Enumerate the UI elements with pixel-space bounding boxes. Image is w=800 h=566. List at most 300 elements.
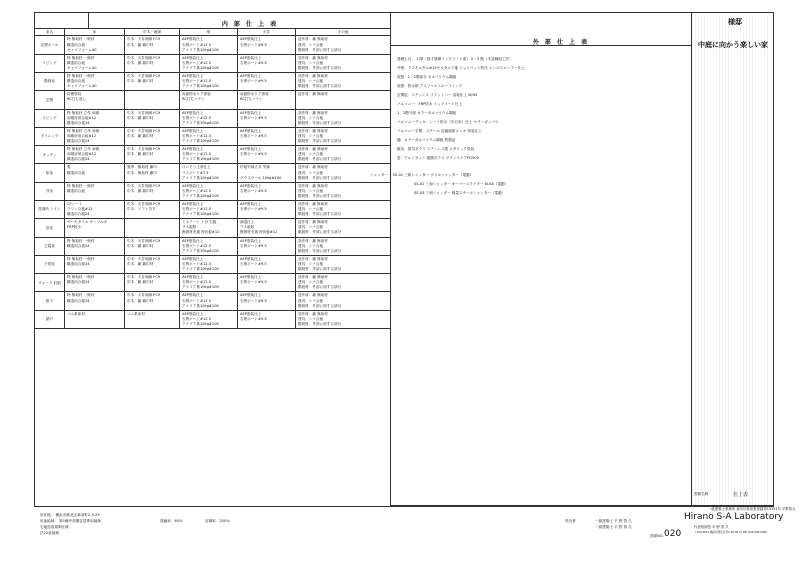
ceiling-spec-line: 石膏ボード#9.5 bbox=[240, 60, 267, 65]
base-spec-line bbox=[127, 157, 177, 162]
base-spec-line bbox=[127, 194, 177, 199]
other-cell bbox=[296, 54, 391, 72]
ceiling-spec-line: AEP塗装仕上 bbox=[240, 202, 262, 207]
base-spec-line bbox=[127, 66, 177, 71]
wall-spec-line: 石膏ボード#12.5 bbox=[182, 133, 211, 138]
floor-spec-line: 特 無垢材 一般材 bbox=[67, 238, 95, 243]
wall-spec-line: 石膏ボード#12.5 bbox=[182, 298, 211, 303]
site-address: 所在地： 横浜市港北区新羽町2-3-25 bbox=[40, 513, 100, 517]
wall-cell bbox=[180, 54, 238, 72]
other-spec-line: 建具：シナ合板 bbox=[298, 79, 324, 84]
wall-spec-line: アナリア系10kg#100 bbox=[182, 285, 219, 290]
floor-spec-line bbox=[67, 176, 122, 181]
floor-spec-line: 畳 bbox=[67, 165, 71, 170]
base-cell bbox=[125, 127, 180, 145]
floor-spec-line: 特 無垢材 立作 床暖 bbox=[67, 147, 100, 152]
ceiling-spec-line: 調湿仕上 bbox=[240, 220, 255, 225]
wall-spec-line: 石膏ボード#12.5 bbox=[182, 261, 211, 266]
room-name-cell: 浴室 bbox=[35, 219, 65, 237]
base-cell bbox=[125, 54, 180, 72]
ceiling-spec-line bbox=[240, 103, 293, 108]
base-cell bbox=[125, 73, 180, 91]
ceiling-spec-line: 石膏ボード#9.5 bbox=[240, 188, 267, 193]
header-wall: 壁 bbox=[180, 29, 238, 36]
exterior-spec-line: 樋：カラーガルバリウム鋼板 既製品 bbox=[397, 138, 456, 142]
wall-spec-line: アナリア系10kg#100 bbox=[182, 321, 219, 326]
ceiling-spec-line bbox=[240, 249, 293, 254]
floor-cell bbox=[65, 109, 125, 127]
ceiling-spec-line: AEP塗装仕上 bbox=[240, 128, 262, 133]
table-row bbox=[35, 182, 391, 200]
other-spec-line: 階段材：外部に面する部分 bbox=[298, 303, 342, 308]
floor-cell bbox=[65, 237, 125, 255]
other-cell bbox=[296, 91, 391, 109]
table-row bbox=[35, 292, 391, 310]
other-spec-line: 階段材：外部に面する部分 bbox=[298, 230, 342, 235]
floor-spec-line: 構造用合板24 bbox=[67, 212, 90, 217]
base-spec-line bbox=[127, 212, 177, 217]
room-name-cell: ダイニング bbox=[35, 127, 65, 145]
other-spec-line: 階段材：外部に面する部分 bbox=[298, 285, 342, 290]
wall-spec-line: 石膏ボード#12.5 bbox=[182, 280, 211, 285]
ceiling-cell bbox=[238, 274, 296, 292]
wall-cell bbox=[180, 109, 238, 127]
floor-spec-line: CFシート bbox=[67, 202, 83, 207]
floor-spec-line: 床暖房用合板#12 bbox=[67, 115, 97, 120]
table-row bbox=[35, 73, 391, 91]
other-spec-line: 建具：シナ合板 bbox=[298, 152, 324, 157]
ceiling-spec-line: グラスウール 10kg#100 bbox=[240, 175, 282, 180]
wall-spec-line: アナリア系10kg#100 bbox=[182, 303, 219, 308]
ceiling-cell bbox=[238, 36, 296, 54]
base-cell bbox=[125, 274, 180, 292]
drawing-name: 仕上表 bbox=[733, 492, 749, 498]
other-spec-line: 階段材：外部に面する部分 bbox=[298, 65, 342, 70]
shutter-spec-line: シャッター： SS-01 三和シャッター グリルシャッター（電動） bbox=[370, 173, 474, 177]
zoning-note-1: 宅地造成規制区域 bbox=[40, 525, 69, 529]
table-row bbox=[35, 237, 391, 255]
wall-spec-line: AEP塗装仕上 bbox=[182, 128, 204, 133]
base-spec-line: 巾木：天井廻縁 FC9 bbox=[127, 37, 161, 42]
table-row bbox=[35, 255, 391, 273]
wall-spec-line: AEP塗装仕上 bbox=[182, 37, 204, 42]
floor-cell bbox=[65, 91, 125, 109]
ceiling-spec-line: AEP塗装仕上 bbox=[240, 256, 262, 261]
wall-spec-line: ミステーシ 十分 石板 bbox=[182, 220, 217, 225]
wall-spec-line: アナリア系10kg#100 bbox=[182, 267, 219, 272]
exterior-spec-line: 1、2階外部 カラーガルバリウム鋼板 bbox=[397, 111, 457, 115]
ceiling-spec-line bbox=[240, 212, 293, 217]
floor-spec-line bbox=[67, 230, 122, 235]
wall-spec-line: AEP塗装仕上 bbox=[182, 256, 204, 261]
ceiling-spec-line: 石膏ボード#9.5 bbox=[240, 243, 267, 248]
wall-cell bbox=[180, 36, 238, 54]
wall-cell bbox=[180, 310, 238, 328]
floor-spec-line: ゴム系床材 bbox=[67, 311, 85, 316]
base-spec-line: 巾木：雑 雑巾材 bbox=[127, 152, 154, 157]
wall-spec-line: けいそう土塗仕上 bbox=[182, 165, 211, 170]
ceiling-cell bbox=[238, 310, 296, 328]
ceiling-spec-line: 石膏ボード#9.5 bbox=[240, 316, 267, 321]
office-representative: 代表取締役 平 野 智 久 bbox=[694, 525, 729, 529]
other-spec-line: 建具：シナ合板 bbox=[298, 188, 324, 193]
base-spec-line: 巾木：天井廻縁 FC9 bbox=[127, 55, 161, 60]
wall-spec-line: 石膏ボード#12.5 bbox=[182, 207, 211, 212]
other-spec-line: 建具：シナ合板 bbox=[298, 133, 324, 138]
other-spec-line: 建具：シナ合板 bbox=[298, 261, 324, 266]
base-cell bbox=[125, 36, 180, 54]
ceiling-spec-line: 石膏ボード#9.5 bbox=[240, 280, 267, 285]
exterior-spec-line: バルコニー手摺：スチール 溶融亜鉛メッキ 塗装仕上 bbox=[397, 129, 482, 133]
base-spec-line: 巾木：雑 雑巾材 bbox=[127, 79, 154, 84]
base-spec-line bbox=[127, 121, 177, 126]
base-spec-line bbox=[127, 48, 177, 53]
table-row bbox=[35, 274, 391, 292]
ceiling-spec-line bbox=[240, 84, 293, 89]
floor-spec-line: ラワン合板#12 bbox=[67, 207, 93, 212]
ceiling-spec-line bbox=[240, 267, 293, 272]
other-spec-line: 建具：シナ合板 bbox=[298, 316, 324, 321]
other-spec-line: 階段材：外部に面する部分 bbox=[298, 267, 342, 272]
base-cell bbox=[125, 146, 180, 164]
base-cell bbox=[125, 201, 180, 219]
ceiling-cell bbox=[238, 91, 296, 109]
room-name-cell: 階段室 bbox=[35, 73, 65, 91]
header-ceiling: 天井 bbox=[238, 29, 296, 36]
room-name-cell: 子供室 bbox=[35, 255, 65, 273]
other-spec-line: 造作材：雑 無垢材 bbox=[298, 220, 328, 225]
table-row bbox=[35, 36, 391, 54]
wall-spec-line: AEP塗装仕上 bbox=[182, 110, 204, 115]
other-cell bbox=[296, 109, 391, 127]
other-cell bbox=[296, 310, 391, 328]
floor-spec-line: 特 無垢材 立作 床暖 bbox=[67, 128, 100, 133]
other-spec-line: 階段材：外部に面する部分 bbox=[298, 175, 342, 180]
room-name-cell: キッチン bbox=[35, 146, 65, 164]
room-name-cell: 納戸 bbox=[35, 310, 65, 328]
ceiling-spec-line bbox=[240, 322, 293, 327]
ceiling-cell bbox=[238, 182, 296, 200]
ceiling-spec-line: 石膏ボード#9.5 bbox=[240, 115, 267, 120]
room-name-cell: 和室 bbox=[35, 164, 65, 182]
other-spec-line: 階段材：外部に面する部分 bbox=[298, 248, 342, 253]
room-name-cell: 玄関ホール bbox=[35, 36, 65, 54]
room-name-cell: 主寝室 bbox=[35, 237, 65, 255]
exterior-spec-line: 外壁：ラスモルタル#15モルタル下地 ジョリパット吹付 エンボスローラー仕上 bbox=[397, 66, 525, 70]
floor-spec-line: キャリフォーム40 bbox=[67, 47, 97, 52]
wall-spec-line: アナリア系10kg#100 bbox=[182, 120, 219, 125]
base-spec-line: ゴム系床材 bbox=[127, 311, 145, 316]
other-spec-line: 造作材：雑 無垢材 bbox=[298, 147, 328, 152]
other-cell bbox=[296, 201, 391, 219]
floor-cell bbox=[65, 310, 125, 328]
wall-cell bbox=[180, 91, 238, 109]
header-floor: 床 bbox=[65, 29, 125, 36]
wall-spec-line: アナリア系10kg#100 bbox=[182, 47, 219, 52]
ceiling-spec-line: 断熱材充填 押出板#12 bbox=[240, 230, 278, 235]
coverage-ratio: 建蔽率：60% bbox=[160, 519, 183, 523]
ceiling-spec-line: 床面防水ケア塗装 bbox=[240, 92, 269, 97]
room-name-cell: 洗面所 トイレ bbox=[35, 201, 65, 219]
exterior-spec-line: 窓：アルミサッシ 複層ガラス グランスケアPG500 bbox=[397, 156, 479, 160]
wall-cell bbox=[180, 219, 238, 237]
base-spec-line: 巾木：天井廻縁 FC9 bbox=[127, 74, 161, 79]
exterior-finish-list bbox=[397, 57, 525, 165]
base-spec-line bbox=[127, 84, 177, 89]
floor-spec-line: 構造用合板24 bbox=[67, 280, 90, 285]
base-spec-line bbox=[127, 139, 177, 144]
ceiling-spec-line: 石膏ボード#9.5 bbox=[240, 207, 267, 212]
ceiling-spec-line: 石膏ボード#9.5 bbox=[240, 261, 267, 266]
floor-spec-line: キャリフォーム40 bbox=[67, 65, 97, 70]
ceiling-cell bbox=[238, 201, 296, 219]
ceiling-spec-line bbox=[240, 157, 293, 162]
wall-spec-line: AEP塗装仕上 bbox=[182, 311, 204, 316]
ceiling-spec-line bbox=[240, 139, 293, 144]
base-spec-line: 巾木：天井廻縁 FC9 bbox=[127, 110, 161, 115]
base-cell bbox=[125, 109, 180, 127]
floor-spec-line bbox=[67, 194, 122, 199]
other-spec-line: 建具：シナ合板 bbox=[298, 115, 324, 120]
floor-spec-line: 構造用合板24 bbox=[67, 243, 90, 248]
base-spec-line: 巾木：天井廻縁 FC9 bbox=[127, 238, 161, 243]
office-address: 〒220-0014 横浜市西区北幸2-10-36 1F TEL 045-000-0000 bbox=[694, 531, 767, 534]
floor-spec-line: 特 無垢材 一般材 bbox=[67, 74, 95, 79]
ceiling-cell bbox=[238, 127, 296, 145]
table-row bbox=[35, 91, 391, 109]
other-cell bbox=[296, 219, 391, 237]
zoning-note-2: 法22条地域 bbox=[40, 531, 59, 535]
ceiling-spec-line bbox=[240, 48, 293, 53]
wall-spec-line: AEP塗装仕上 bbox=[182, 238, 204, 243]
floor-spec-line: 構造用合板24 bbox=[67, 120, 90, 125]
other-cell bbox=[296, 73, 391, 91]
wall-spec-line: ラスボード#7.5 bbox=[182, 170, 209, 175]
floor-cell bbox=[65, 274, 125, 292]
wall-spec-line: アナリア系10kg#100 bbox=[182, 84, 219, 89]
base-spec-line bbox=[127, 285, 177, 290]
wall-spec-line: アナリア系10kg#100 bbox=[182, 248, 219, 253]
other-spec-line: 造作材：雑 無垢材 bbox=[298, 183, 328, 188]
floor-spec-line: 特 無垢材 一般材 bbox=[67, 275, 95, 280]
room-name-cell: 廊下 bbox=[35, 292, 65, 310]
wall-spec-line: アナリア系10kg#100 bbox=[182, 193, 219, 198]
table-row bbox=[35, 219, 391, 237]
ceiling-cell bbox=[238, 73, 296, 91]
other-spec-line: 造作材：雑 無垢材 bbox=[298, 37, 328, 42]
base-cell bbox=[125, 91, 180, 109]
interior-table-body bbox=[35, 36, 391, 329]
ceiling-spec-line: 杉板竿縁天井 竿縁 bbox=[240, 165, 270, 170]
other-spec-line: 階段材：外部に面する部分 bbox=[298, 120, 342, 125]
wall-spec-line: アナリア系10kg#100 bbox=[182, 175, 219, 180]
exterior-spec-line: 基礎土台： 1 階（基才基礎コンクリート造） 2・3 階（木造軸組工法） bbox=[397, 57, 513, 61]
ceiling-spec-line bbox=[240, 66, 293, 71]
other-spec-line: 造作材：雑 無垢材 bbox=[298, 92, 328, 97]
other-spec-line: 造作材：雑 無垢材 bbox=[298, 293, 328, 298]
floor-spec-line bbox=[67, 249, 122, 254]
table-row bbox=[35, 201, 391, 219]
exterior-spec-line: 屋根：1・2階部分 ガルバリウム鋼板 bbox=[397, 75, 457, 79]
floor-spec-line: 特 無垢材 立作 床暖 bbox=[67, 110, 100, 115]
other-cell bbox=[296, 36, 391, 54]
wall-cell bbox=[180, 164, 238, 182]
base-cell bbox=[125, 310, 180, 328]
ceiling-spec-line bbox=[240, 194, 293, 199]
interior-finish-table bbox=[34, 28, 391, 329]
other-cell bbox=[296, 292, 391, 310]
ceiling-spec-line: AEP塗装仕上 bbox=[240, 110, 262, 115]
shutter-list bbox=[370, 173, 508, 200]
wall-spec-line: AEP塗装仕上 bbox=[182, 202, 204, 207]
floor-spec-line: 特 無垢材 一般材 bbox=[67, 37, 95, 42]
designer-name: 一級建築士 平 野 智 久 bbox=[595, 519, 632, 523]
wall-spec-line: RC打ちハナシ bbox=[182, 97, 205, 102]
wall-spec-line: 石膏ボード#12.5 bbox=[182, 152, 211, 157]
other-spec-line: 建具：シナ合板 bbox=[298, 42, 324, 47]
base-spec-line: 巾木：雑 雑巾材 bbox=[127, 280, 154, 285]
wall-spec-line: ラス板貼 bbox=[182, 225, 197, 230]
floor-cell bbox=[65, 164, 125, 182]
frame-divider bbox=[88, 12, 89, 28]
floor-area-ratio: 容積率：200% bbox=[205, 519, 230, 523]
ceiling-spec-line: AEP塗装仕上 bbox=[240, 147, 262, 152]
base-spec-line bbox=[127, 176, 177, 181]
wall-spec-line: AEP塗装仕上 bbox=[182, 74, 204, 79]
base-cell bbox=[125, 255, 180, 273]
floor-spec-line: 防塵塗装 bbox=[67, 92, 82, 97]
base-cell bbox=[125, 292, 180, 310]
floor-spec-line: 構造用合板 bbox=[67, 79, 85, 84]
exterior-finish-panel bbox=[390, 12, 692, 506]
other-spec-line: 造作材：雑 無垢材 bbox=[298, 238, 328, 243]
other-spec-line: 建具：シナ合板 bbox=[298, 243, 324, 248]
header-base: 巾木・廻縁 bbox=[125, 29, 180, 36]
room-name-cell: 玄関 bbox=[35, 91, 65, 109]
wall-spec-line: AEP塗装仕上 bbox=[182, 55, 204, 60]
wall-spec-line: 石膏ボード#12.5 bbox=[182, 79, 211, 84]
wall-spec-line: 石膏ボード#12.5 bbox=[182, 243, 211, 248]
floor-spec-line: 床暖房用合板#12 bbox=[67, 133, 97, 138]
wall-spec-line: アナリア系10kg#100 bbox=[182, 65, 219, 70]
wall-spec-line: 床面防水ケア塗装 bbox=[182, 92, 211, 97]
ceiling-spec-line: AEP塗装仕上 bbox=[240, 183, 262, 188]
other-spec-line: 造作材：雑 無垢材 bbox=[298, 165, 328, 170]
ceiling-spec-line: ラス板貼 bbox=[240, 225, 255, 230]
floor-cell bbox=[65, 182, 125, 200]
other-spec-line: 建具：シナ合板 bbox=[298, 280, 324, 285]
other-spec-line: 建具：シナ合板 bbox=[298, 170, 324, 175]
base-spec-line: 巾木：雑 雑巾材 bbox=[127, 60, 154, 65]
floor-spec-line: 構造用合板24 bbox=[67, 298, 90, 303]
ceiling-spec-line: RC打ちハナシ bbox=[240, 97, 263, 102]
ceiling-spec-line: AEP塗装仕上 bbox=[240, 275, 262, 280]
wall-cell bbox=[180, 292, 238, 310]
floor-cell bbox=[65, 255, 125, 273]
base-spec-line bbox=[127, 249, 177, 254]
title-block bbox=[692, 12, 774, 506]
ceiling-spec-line: 石膏ボード#9.5 bbox=[240, 133, 267, 138]
ceiling-cell bbox=[238, 164, 296, 182]
wall-spec-line: 断熱材充填 押出板#12 bbox=[182, 230, 220, 235]
floor-spec-line: 構造用合板24 bbox=[67, 157, 90, 162]
base-spec-line: 巾木：雑 雑巾材 bbox=[127, 115, 154, 120]
base-spec-line: 巾木：天井廻縁 FC9 bbox=[127, 183, 161, 188]
wall-cell bbox=[180, 182, 238, 200]
ceiling-spec-line bbox=[240, 285, 293, 290]
ceiling-cell bbox=[238, 54, 296, 72]
exterior-finish-title: 外 部 仕 上 表 bbox=[532, 39, 590, 46]
other-spec-line: 階段材：外部に面する部分 bbox=[298, 157, 342, 162]
ceiling-spec-line: AEP塗装仕上 bbox=[240, 74, 262, 79]
other-spec-line: 造作材：雑 無垢材 bbox=[298, 128, 328, 133]
other-spec-line: 造作材：雑 無垢材 bbox=[298, 74, 328, 79]
table-row bbox=[35, 164, 391, 182]
project-title: 中庭に向かう楽しい家 bbox=[698, 41, 768, 49]
other-spec-line: 造作材：雑 無垢材 bbox=[298, 55, 328, 60]
wall-cell bbox=[180, 146, 238, 164]
base-spec-line: 巾木：天井廻縁 FC9 bbox=[127, 256, 161, 261]
exterior-spec-line: 玄関庇：ステンレス フラットバー 溶接仕上 W/45 bbox=[397, 93, 478, 97]
base-cell bbox=[125, 182, 180, 200]
ceiling-spec-line bbox=[240, 121, 293, 126]
ceiling-cell bbox=[238, 292, 296, 310]
wall-spec-line: 石膏ボード#12.5 bbox=[182, 60, 211, 65]
floor-spec-line: 床暖房用合板#12 bbox=[67, 152, 97, 157]
zoning-district: 用途地域： 第1種中高層住居専用地域 bbox=[40, 519, 101, 523]
room-name-cell: 洋室 bbox=[35, 182, 65, 200]
wall-spec-line: 石膏ボード#12.5 bbox=[182, 42, 211, 47]
base-spec-line: 巾木：ソフト巾木 bbox=[127, 207, 156, 212]
wall-spec-line: アナリア系10kg#100 bbox=[182, 212, 219, 217]
base-cell bbox=[125, 219, 180, 237]
shutter-spec-line: SS-02 三和シャッター オーバースライダー ELKA（電動） bbox=[414, 182, 509, 186]
base-spec-line bbox=[127, 103, 177, 108]
floor-spec-line: 特 無垢材 一般材 bbox=[67, 256, 95, 261]
base-spec-line: 巾木：雑 雑巾材 bbox=[127, 243, 154, 248]
exterior-title-rule bbox=[391, 45, 693, 46]
floor-spec-line: 構造用合板24 bbox=[67, 261, 90, 266]
base-spec-line: 巾木：天井廻縁 FC9 bbox=[127, 202, 161, 207]
other-spec-line: 階段材：外部に面する部分 bbox=[298, 212, 342, 217]
table-row bbox=[35, 146, 391, 164]
ceiling-spec-line: 石膏ボード#9.5 bbox=[240, 42, 267, 47]
floor-spec-line: 構造用合板 bbox=[67, 60, 85, 65]
base-spec-line: 巾木：天井廻縁 FC9 bbox=[127, 147, 161, 152]
table-row bbox=[35, 127, 391, 145]
floor-spec-line bbox=[67, 285, 122, 290]
base-spec-line: 巾木：雑 雑巾材 bbox=[127, 298, 154, 303]
floor-spec-line bbox=[67, 322, 122, 327]
floor-cell bbox=[65, 73, 125, 91]
room-name-cell: ウォーク 収納 bbox=[35, 274, 65, 292]
base-spec-line: 巾木：雑 雑巾材 bbox=[127, 261, 154, 266]
shutter-spec-line: SS-03 三和シャッター 軽量スチールシャッター（電動） bbox=[414, 191, 506, 195]
ceiling-spec-line: AEP塗装仕上 bbox=[240, 311, 262, 316]
base-spec-line: 巾木：雑 雑巾材 bbox=[127, 133, 154, 138]
exterior-spec-line: 屋根：防水紙 アスファルトルーフィング bbox=[397, 84, 463, 88]
ceiling-spec-line: 石膏ボード#9.5 bbox=[240, 152, 267, 157]
base-spec-line bbox=[127, 230, 177, 235]
table-row bbox=[35, 310, 391, 328]
wall-spec-line: 石膏ボード#12.5 bbox=[182, 188, 211, 193]
other-spec-line: 階段材：外部に面する部分 bbox=[298, 47, 342, 52]
header-room: 室名 bbox=[35, 29, 65, 36]
floor-cell bbox=[65, 127, 125, 145]
office-registration: 一級建築士事務所 神奈川県知事登録第15151号 平野智久 bbox=[708, 507, 796, 511]
base-spec-line: 巾木：無垢材 雑巾 bbox=[127, 170, 157, 175]
exterior-spec-line: バルコニーデッキ：シート防水（歩行用）仕上 セランガンバツ bbox=[397, 120, 499, 124]
